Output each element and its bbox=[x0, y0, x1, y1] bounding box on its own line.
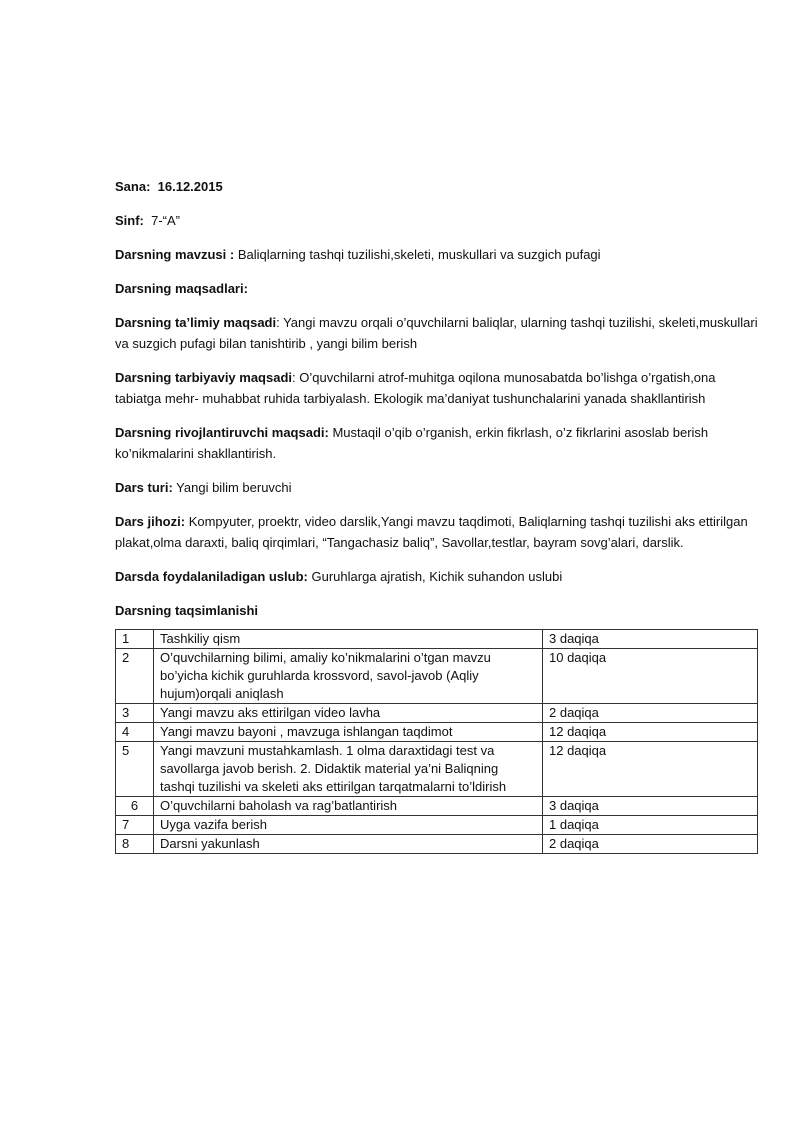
row-number: 8 bbox=[116, 835, 154, 854]
row-activity: Yangi mavzu bayoni , mavzuga ishlangan taqdimot bbox=[154, 723, 543, 742]
field-value: : O’quvchilarni atrof-muhitga oqilona munosabatda bo’lishga o’rgatish,ona tabiatga mehr- muhabbat ruhida tarbiyalash. Ekologik ma’daniyat tushunchalarini yanada shakllantirish bbox=[115, 370, 716, 406]
table-row bbox=[116, 816, 758, 835]
row-activity: O’quvchilarning bilimi, amaliy ko’nikmalarini o’tgan mavzu bo’yicha kichik guruhlarda krossvord, savol-javob (Aqliy hujum)orqali aniqlash bbox=[154, 649, 543, 704]
method-field bbox=[115, 566, 760, 587]
row-duration: 12 daqiqa bbox=[543, 742, 758, 797]
row-number: 4 bbox=[116, 723, 154, 742]
table-row bbox=[116, 649, 758, 704]
table-row bbox=[116, 723, 758, 742]
row-activity: Tashkiliy qism bbox=[154, 630, 543, 649]
educational-goal-field bbox=[115, 312, 760, 354]
row-duration: 10 daqiqa bbox=[543, 649, 758, 704]
field-value: Guruhlarga ajratish, Kichik suhandon uslubi bbox=[307, 569, 563, 584]
field-label: Dars jihozi: bbox=[115, 514, 186, 529]
row-number: 3 bbox=[116, 704, 154, 723]
field-value: Baliqlarning tashqi tuzilishi,skeleti, muskullari va suzgich pufagi bbox=[234, 247, 601, 262]
field-label: Darsning mavzusi : bbox=[115, 247, 235, 262]
upbringing-goal-field bbox=[115, 367, 760, 409]
field-value: Kompyuter, proektr, video darslik,Yangi mavzu taqdimoti, Baliqlarning tashqi tuzilishi aks ettirilgan plakat,olma daraxti, baliq qirqimlari, “Tangachasiz baliq”, Savollar,testlar, bayram sovg’alari, darslik. bbox=[115, 514, 748, 550]
field-value: Mustaqil o’qib o’rganish, erkin fikrlash, o’z fikrlarini asoslab berish ko’nikmalarini shakllantirish. bbox=[115, 425, 709, 461]
class-value: 7-“A” bbox=[151, 213, 181, 228]
row-activity: Uyga vazifa berish bbox=[154, 816, 543, 835]
field-label: Darsning maqsadlari: bbox=[115, 281, 248, 296]
date-value: 16.12.2015 bbox=[157, 179, 223, 194]
row-number: 2 bbox=[116, 649, 154, 704]
field-label: Darsning rivojlantiruvchi maqsadi: bbox=[115, 425, 329, 440]
goals-heading bbox=[115, 278, 760, 299]
row-number: 1 bbox=[116, 630, 154, 649]
field-label: Darsning tarbiyaviy maqsadi bbox=[115, 370, 293, 385]
row-activity: Darsni yakunlash bbox=[154, 835, 543, 854]
row-duration: 3 daqiqa bbox=[543, 630, 758, 649]
topic-field bbox=[115, 244, 760, 265]
row-activity: O’quvchilarni baholash va rag’batlantirish bbox=[154, 797, 543, 816]
row-duration: 2 daqiqa bbox=[543, 704, 758, 723]
distribution-heading bbox=[115, 600, 760, 621]
field-label: Dars turi: bbox=[115, 480, 173, 495]
equipment-field bbox=[115, 511, 760, 553]
field-label: Darsning ta’limiy maqsadi bbox=[115, 315, 277, 330]
table-row bbox=[116, 704, 758, 723]
lesson-plan-table bbox=[115, 629, 758, 854]
row-duration: 3 daqiqa bbox=[543, 797, 758, 816]
table-row bbox=[116, 797, 758, 816]
table-row bbox=[116, 742, 758, 797]
row-activity: Yangi mavzuni mustahkamlash. 1 olma daraxtidagi test va savollarga javob berish. 2. Didaktik material ya’ni Baliqning tashqi tuzilishi va skeleti aks ettirilgan tarqatmalarni to’ldirish bbox=[154, 742, 543, 797]
table-row bbox=[116, 630, 758, 649]
lesson-type-field bbox=[115, 477, 760, 498]
field-value: : Yangi mavzu orqali o’quvchilarni baliqlar, ularning tashqi tuzilishi, skeleti,muskullari va suzgich pufagi bilan tanishtirib , yangi bilim berish bbox=[115, 315, 758, 351]
row-duration: 2 daqiqa bbox=[543, 835, 758, 854]
row-number: 7 bbox=[116, 816, 154, 835]
row-duration: 12 daqiqa bbox=[543, 723, 758, 742]
table-row bbox=[116, 835, 758, 854]
class-line bbox=[115, 210, 760, 231]
row-activity: Yangi mavzu aks ettirilgan video lavha bbox=[154, 704, 543, 723]
row-duration: 1 daqiqa bbox=[543, 816, 758, 835]
class-label: Sinf: bbox=[115, 213, 144, 228]
date-line bbox=[115, 176, 760, 197]
document-page bbox=[115, 176, 760, 854]
field-label: Darsda foydalaniladigan uslub: bbox=[115, 569, 308, 584]
developmental-goal-field bbox=[115, 422, 760, 464]
row-number: 5 bbox=[116, 742, 154, 797]
date-label: Sana: bbox=[115, 179, 151, 194]
field-value: Yangi bilim beruvchi bbox=[172, 480, 292, 495]
field-label: Darsning taqsimlanishi bbox=[115, 603, 259, 618]
row-number: 6 bbox=[116, 797, 154, 816]
